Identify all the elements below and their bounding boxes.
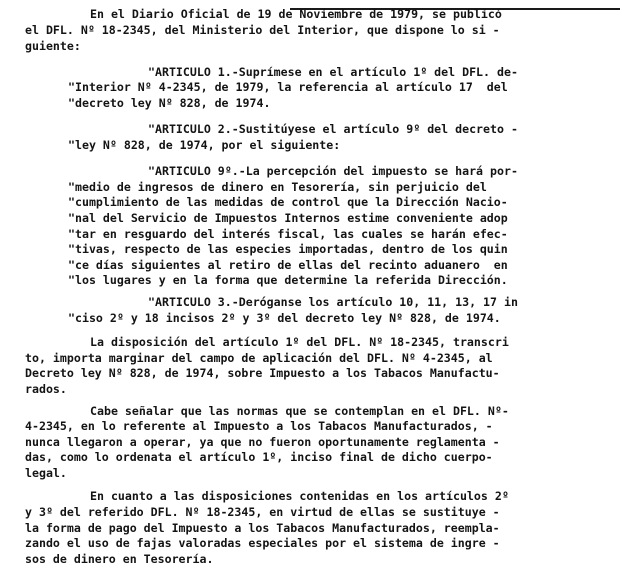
- text-line: rados.: [25, 382, 67, 396]
- text-line: La disposición del artículo 1º del DFL. Nº 18-2345, transcri: [90, 335, 509, 349]
- text-line: "ARTICULO 9º.-La percepción del impuesto se hará por-: [148, 164, 518, 178]
- text-line: legal.: [25, 466, 67, 480]
- text-line: "ARTICULO 2.-Sustitúyese el artículo 9º del decreto -: [148, 122, 518, 136]
- text-line: el DFL. Nº 18-2345, del Ministerio del Interior, que dispone lo si -: [25, 23, 500, 37]
- text-line: "ARTICULO 3.-Deróganse los artículo 10, 11, 13, 17 in: [148, 295, 518, 309]
- text-line: la forma de pago del Impuesto a los Tabacos Manufacturados, reempla-: [25, 521, 500, 535]
- text-line: En cuanto a las disposiciones contenidas en los artículos 2º: [90, 489, 509, 503]
- text-line: "medio de ingresos de dinero en Tesorería, sin perjuicio del: [68, 180, 487, 194]
- text-line: "los lugares y en la forma que determine la referida Dirección.: [68, 273, 508, 287]
- text-line: sos de dinero en Tesorería.: [25, 552, 214, 566]
- text-line: En el Diario Oficial de 19 de Noviembre de 1979, se publicó: [90, 7, 502, 21]
- text-line: "ARTICULO 1.-Suprímese en el artículo 1º del DFL. de-: [148, 65, 518, 79]
- text-line: "cumplimiento de las medidas de control que la Dirección Nacio-: [68, 195, 508, 209]
- text-line: "nal del Servicio de Impuestos Internos estime conveniente adop: [68, 211, 508, 225]
- text-line: 4-2345, en lo referente al Impuesto a los Tabacos Manufacturados, -: [25, 419, 493, 433]
- text-line: "decreto ley Nº 828, de 1974.: [68, 96, 271, 110]
- text-line: y 3º del referido DFL. Nº 18-2345, en virtud de ellas se sustituye -: [25, 505, 500, 519]
- text-line: guiente:: [25, 39, 81, 53]
- text-line: "tar en resguardo del interés fiscal, las cuales se harán efec-: [68, 227, 508, 241]
- text-line: das, como lo ordenata el artículo 1º, inciso final de dicho cuerpo-: [25, 450, 493, 464]
- text-line: Decreto ley Nº 828, de 1974, sobre Impuesto a los Tabacos Manufactu-: [25, 366, 500, 380]
- text-line: "tivas, respecto de las especies importadas, dentro de los quin: [68, 242, 508, 256]
- text-line: "Interior Nº 4-2345, de 1979, la referencia al artículo 17 del: [68, 80, 508, 94]
- text-line: "ciso 2º y 18 incisos 2º y 3º del decreto ley Nº 828, de 1974.: [68, 311, 501, 325]
- text-line: to, importa marginar del campo de aplicación del DFL. Nº 4-2345, al: [25, 351, 493, 365]
- text-line: Cabe señalar que las normas que se contemplan en el DFL. Nº-: [90, 404, 509, 418]
- text-line: "ce días siguientes al retiro de ellas del recinto aduanero en: [68, 258, 508, 272]
- text-line: nunca llegaron a operar, ya que no fueron oportunamente reglamenta -: [25, 435, 500, 449]
- text-line: zando el uso de fajas valoradas especiales por el sistema de ingre -: [25, 536, 500, 550]
- text-line: "ley Nº 828, de 1974, por el siguiente:: [68, 138, 341, 152]
